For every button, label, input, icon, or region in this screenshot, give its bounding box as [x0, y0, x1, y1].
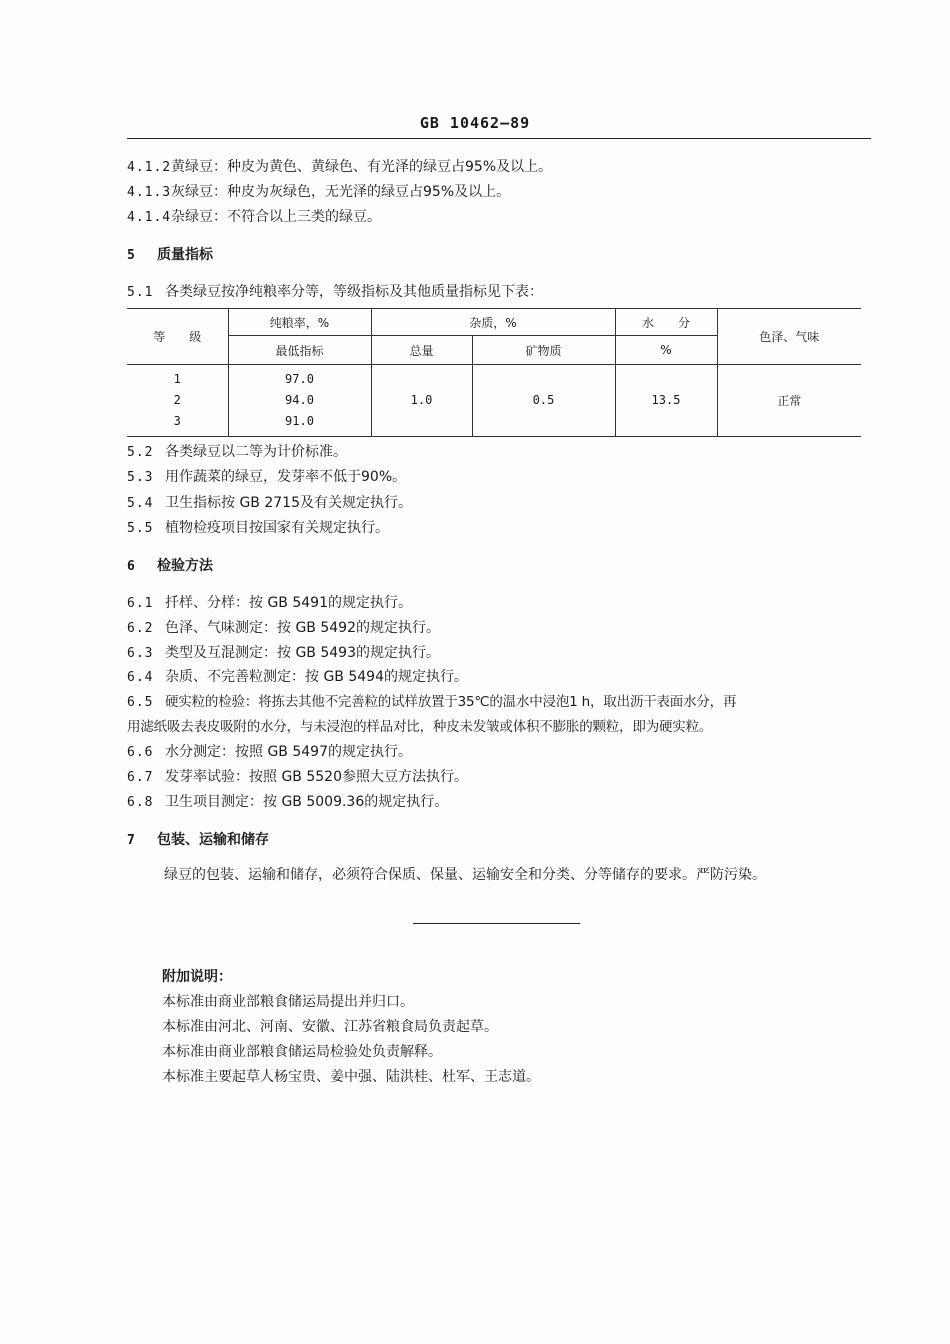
clause-6-8: [127, 793, 448, 812]
clause-text: 发芽率试验：按照 GB 5520参照大豆方法执行。: [165, 769, 468, 785]
section-7-heading: [127, 831, 269, 850]
grade-2: 2: [173, 393, 181, 407]
clause-text: 杂绿豆：不符合以上三类的绿豆。: [171, 209, 381, 225]
quality-table: [127, 308, 861, 437]
clause-text: 黄绿豆：种皮为黄色、黄绿色、有光泽的绿豆占95%及以上。: [171, 159, 553, 175]
clause-number: 6.1: [127, 596, 154, 611]
clause-text: 卫生指标按 GB 2715及有关规定执行。: [165, 495, 412, 511]
clause-5-1: [127, 283, 543, 302]
clause-number: 4.1.2: [127, 160, 172, 175]
clause-6-3: [127, 644, 440, 663]
appendix-title: 附加说明：: [162, 969, 232, 985]
clause-number: 5.2: [127, 445, 154, 460]
clause-number: 5.3: [127, 470, 154, 485]
section-title: 质量指标: [157, 247, 213, 263]
clause-5-4: [127, 494, 412, 513]
clause-6-5-line2: 用滤纸吸去表皮吸附的水分，与未浸泡的样品对比，种皮未发皱或体积不膨胀的颗粒，即为硬实粒。: [127, 719, 713, 735]
clause-6-4: [127, 668, 468, 687]
clause-text: 植物检疫项目按国家有关规定执行。: [165, 520, 389, 536]
section-number: 6: [127, 559, 136, 574]
clause-4-1-2: [127, 158, 552, 177]
section-number: 7: [127, 833, 136, 848]
clause-4-1-3: [127, 183, 510, 202]
header-water-unit: %: [615, 336, 717, 365]
clause-number: 5.4: [127, 496, 154, 511]
clause-number: 4.1.4: [127, 210, 172, 225]
document-code: GB 10462—89: [419, 114, 531, 132]
color-odor-value: 正常: [717, 365, 861, 437]
clause-6-1: [127, 594, 412, 613]
purity-1: 97.0: [285, 372, 314, 386]
clause-number: 6.5: [127, 695, 154, 710]
clause-6-5-line1: [127, 693, 736, 712]
purity-2: 94.0: [285, 393, 314, 407]
clause-text: 灰绿豆：种皮为灰绿色，无光泽的绿豆占95%及以上。: [171, 184, 511, 200]
grade-1: 1: [173, 372, 181, 386]
clause-number: 5.1: [127, 285, 154, 300]
header-water: 水 分: [615, 309, 717, 336]
section-5-heading: [127, 246, 213, 265]
header-impurity: 杂质，%: [371, 309, 615, 336]
section-6-heading: [127, 557, 213, 576]
clause-text: 各类绿豆按净纯粮率分等，等级指标及其他质量指标见下表：: [165, 284, 543, 300]
clause-5-3: [127, 468, 406, 487]
header-grade: 等 级: [127, 309, 228, 365]
clause-number: 4.1.3: [127, 185, 172, 200]
clause-6-2: [127, 619, 440, 638]
header-purity: 纯粮率，%: [228, 309, 371, 336]
appendix-line: 本标准由河北、河南、安徽、江苏省粮食局负责起草。: [162, 1019, 498, 1035]
header-impurity-total: 总量: [371, 336, 472, 365]
clause-text: 扦样、分样：按 GB 5491的规定执行。: [165, 595, 412, 611]
clause-text: 色泽、气味测定：按 GB 5492的规定执行。: [165, 620, 440, 636]
header-purity-min: 最低指标: [228, 336, 371, 365]
purity-cell: [228, 365, 371, 437]
grade-cell: [127, 365, 228, 437]
appendix-line: 本标准由商业部粮食储运局提出并归口。: [162, 994, 414, 1010]
appendix-line: 本标准由商业部粮食储运局检验处负责解释。: [162, 1044, 442, 1060]
impurity-total-value: 1.0: [371, 365, 472, 437]
section-title: 包装、运输和储存: [157, 832, 269, 848]
clause-text: 水分测定：按照 GB 5497的规定执行。: [165, 744, 412, 760]
grade-3: 3: [173, 414, 181, 428]
purity-3: 91.0: [285, 414, 314, 428]
clause-6-6: [127, 743, 412, 762]
section-title: 检验方法: [157, 558, 213, 574]
clause-number: 6.7: [127, 770, 154, 785]
clause-number: 6.2: [127, 621, 154, 636]
impurity-mineral-value: 0.5: [472, 365, 615, 437]
header-color-odor: 色泽、气味: [717, 309, 861, 365]
header-rule: [127, 138, 871, 139]
clause-text: 卫生项目测定：按 GB 5009.36的规定执行。: [165, 794, 449, 810]
water-value: 13.5: [615, 365, 717, 437]
clause-number: 5.5: [127, 521, 154, 536]
header-impurity-mineral: 矿物质: [472, 336, 615, 365]
clause-5-2: [127, 443, 347, 462]
end-separator: [413, 923, 580, 924]
clause-text: 杂质、不完善粒测定：按 GB 5494的规定执行。: [165, 669, 468, 685]
clause-number: 6.3: [127, 646, 154, 661]
section-number: 5: [127, 248, 136, 263]
clause-text: 硬实粒的检验：将拣去其他不完善粒的试样放置于35℃的温水中浸泡1 h，取出沥干表面水分，再: [165, 694, 737, 710]
appendix-line: 本标准主要起草人杨宝贵、姜中强、陆洪桂、杜军、王志道。: [162, 1069, 540, 1085]
clause-4-1-4: [127, 208, 381, 227]
clause-6-7: [127, 768, 468, 787]
clause-text: 各类绿豆以二等为计价标准。: [165, 444, 347, 460]
clause-number: 6.6: [127, 745, 154, 760]
section-7-text: 绿豆的包装、运输和储存，必须符合保质、保量、运输安全和分类、分等储存的要求。严防污染。: [164, 867, 766, 883]
clause-number: 6.4: [127, 670, 154, 685]
clause-number: 6.8: [127, 795, 154, 810]
clause-5-5: [127, 519, 389, 538]
clause-text: 类型及互混测定：按 GB 5493的规定执行。: [165, 645, 440, 661]
clause-text: 用作蔬菜的绿豆，发芽率不低于90%。: [165, 469, 407, 485]
